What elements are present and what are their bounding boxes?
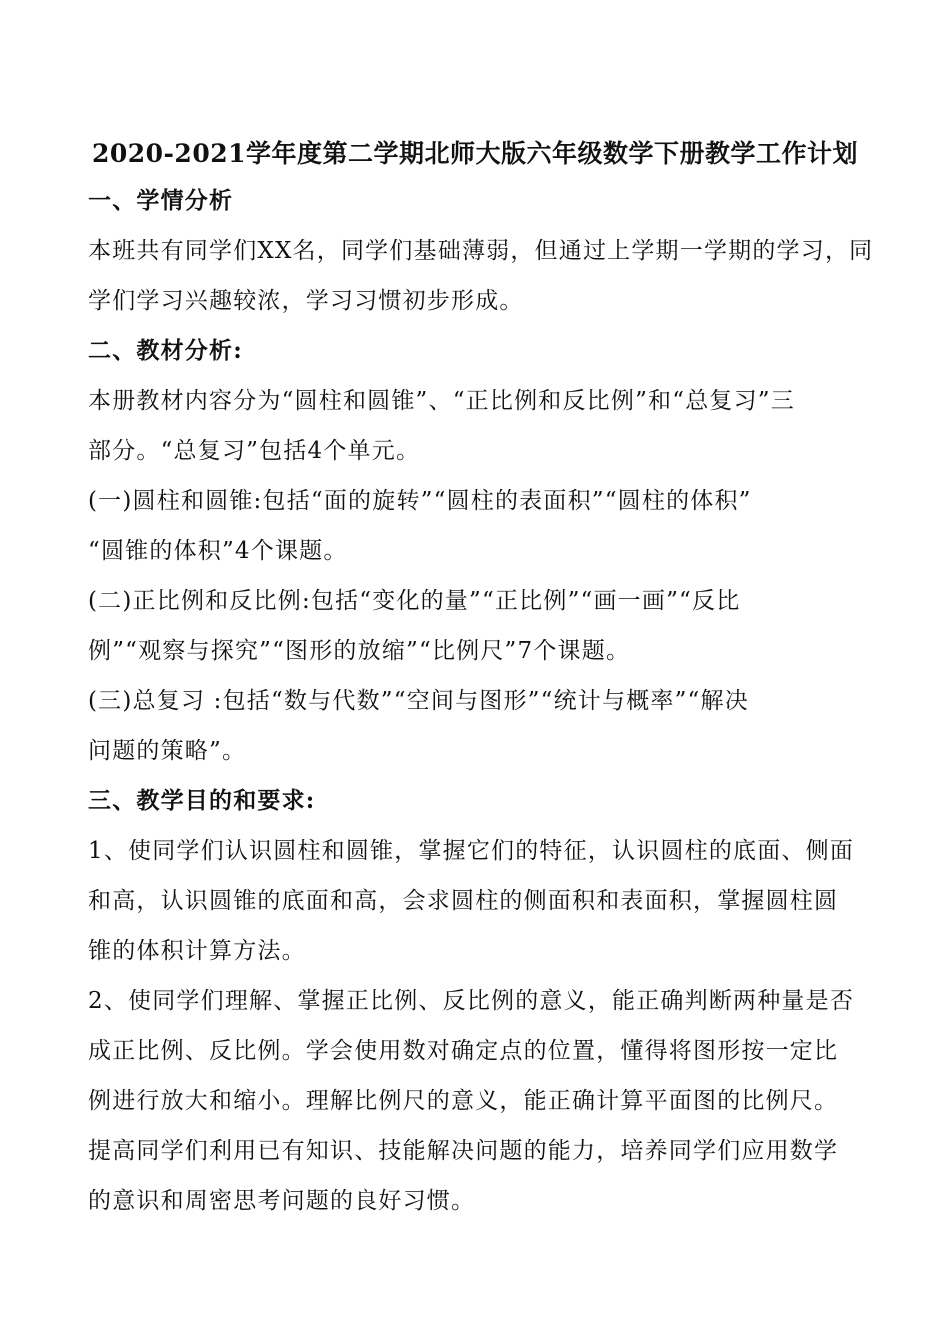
section-heading-3: 三、教学目的和要求: bbox=[88, 787, 316, 814]
paragraph-line: 成正比例、反比例。学会使用数对确定点的位置，懂得将图形按一定比 bbox=[88, 1038, 839, 1064]
paragraph-line: 问题的策略”。 bbox=[88, 738, 247, 764]
paragraph-line: 的意识和周密思考问题的良好习惯。 bbox=[88, 1188, 476, 1214]
paragraph-line: 学们学习兴趣较浓，学习习惯初步形成。 bbox=[88, 288, 524, 314]
section-heading-1: 一、学情分析 bbox=[88, 187, 234, 214]
paragraph-line: 1、使同学们认识圆柱和圆锥，掌握它们的特征，认识圆柱的底面、侧面 bbox=[88, 838, 855, 864]
paragraph-line: 本册教材内容分为“圆柱和圆锥”、“正比例和反比例”和“总复习”三 bbox=[88, 388, 795, 414]
paragraph-line: 锥的体积计算方法。 bbox=[88, 938, 306, 964]
section-heading-2: 二、教材分析: bbox=[88, 337, 243, 364]
paragraph-line: 部分。“总复习”包括4个单元。 bbox=[88, 438, 421, 464]
paragraph-line: (一)圆柱和圆锥:包括“面的旋转”“圆柱的表面积”“圆柱的体积” bbox=[88, 488, 752, 514]
paragraph-line: “圆锥的体积”4个课题。 bbox=[88, 538, 348, 564]
document-title: 2020-2021学年度第二学期北师大版六年级数学下册教学工作计划 bbox=[91, 139, 859, 168]
paragraph-line: 例进行放大和缩小。理解比例尺的意义，能正确计算平面图的比例尺。 bbox=[88, 1088, 839, 1114]
paragraph-line: 提高同学们利用已有知识、技能解决问题的能力，培养同学们应用数学 bbox=[88, 1138, 839, 1164]
paragraph-line: 本班共有同学们XX名，同学们基础薄弱，但通过上学期一学期的学习，同 bbox=[88, 238, 874, 264]
paragraph-line: 例”“观察与探究”“图形的放缩”“比例尺”7个课题。 bbox=[88, 638, 631, 664]
paragraph-line: (二)正比例和反比例:包括“变化的量”“正比例”“画一画”“反比 bbox=[88, 588, 741, 614]
paragraph-line: 和高，认识圆锥的底面和高，会求圆柱的侧面积和表面积，掌握圆柱圆 bbox=[88, 888, 839, 914]
paragraph-line: (三)总复习 :包括“数与代数”“空间与图形”“统计与概率”“解决 bbox=[88, 688, 749, 714]
paragraph-line: 2、使同学们理解、掌握正比例、反比例的意义，能正确判断两种量是否 bbox=[88, 988, 855, 1014]
